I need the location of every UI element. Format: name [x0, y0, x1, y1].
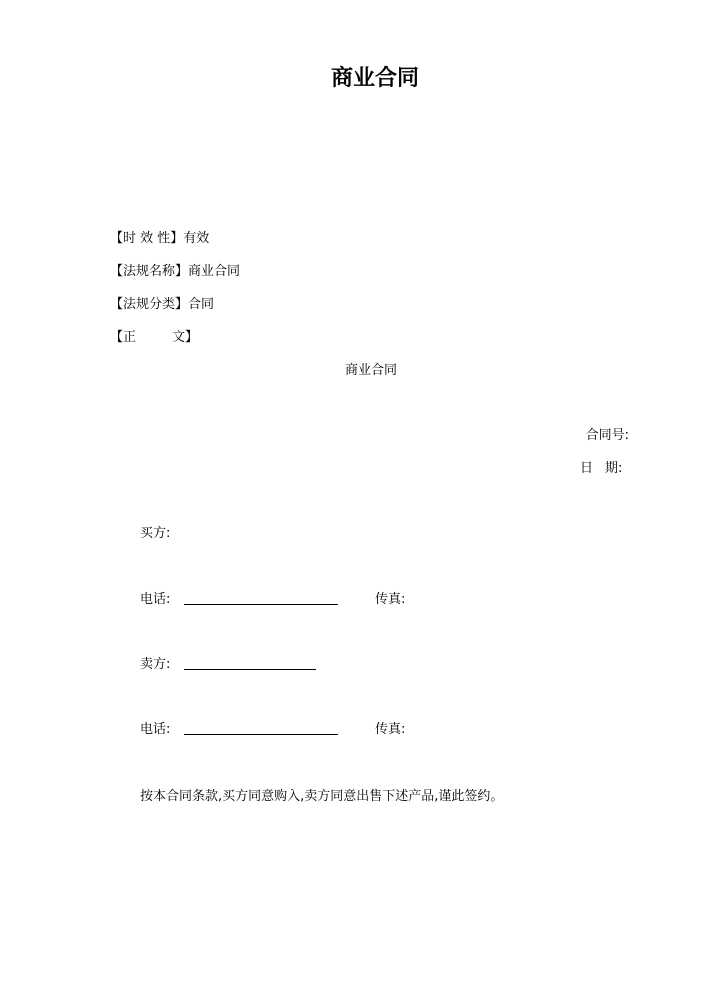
date-label-part1: 日: [580, 461, 594, 476]
seller-underline: [184, 669, 316, 670]
seller-fax-label: 传真:: [375, 722, 406, 737]
subtitle: 商业合同: [345, 363, 398, 378]
body-label-close: 文】: [172, 330, 199, 345]
date-row: [580, 461, 622, 477]
body-label-open: 【正: [110, 330, 137, 345]
validity-label: 【时 效 性】: [110, 231, 184, 246]
buyer-fax-label: 传真:: [375, 592, 406, 607]
validity-row: [110, 231, 209, 247]
law-name-value: 商业合同: [188, 264, 241, 279]
document-title: 商业合同: [330, 66, 419, 91]
contract-number-label: 合同号:: [585, 428, 629, 443]
agreement-text: 按本合同条款,买方同意购入,卖方同意出售下述产品,谨此签约。: [140, 789, 504, 804]
seller-phone-underline: [184, 734, 338, 735]
date-label-part2: 期:: [605, 461, 623, 476]
seller-phone-label: 电话:: [140, 722, 171, 737]
law-category-label: 【法规分类】: [110, 297, 189, 312]
body-label-row: [110, 330, 198, 346]
buyer-phone-label: 电话:: [140, 592, 171, 607]
buyer-label: 买方:: [140, 526, 171, 541]
seller-label: 卖方:: [140, 657, 171, 672]
law-category-row: [110, 297, 214, 313]
buyer-phone-underline: [184, 604, 338, 605]
validity-value: 有效: [183, 231, 210, 246]
law-category-value: 合同: [188, 297, 215, 312]
law-name-row: [110, 264, 240, 280]
law-name-label: 【法规名称】: [110, 264, 189, 279]
